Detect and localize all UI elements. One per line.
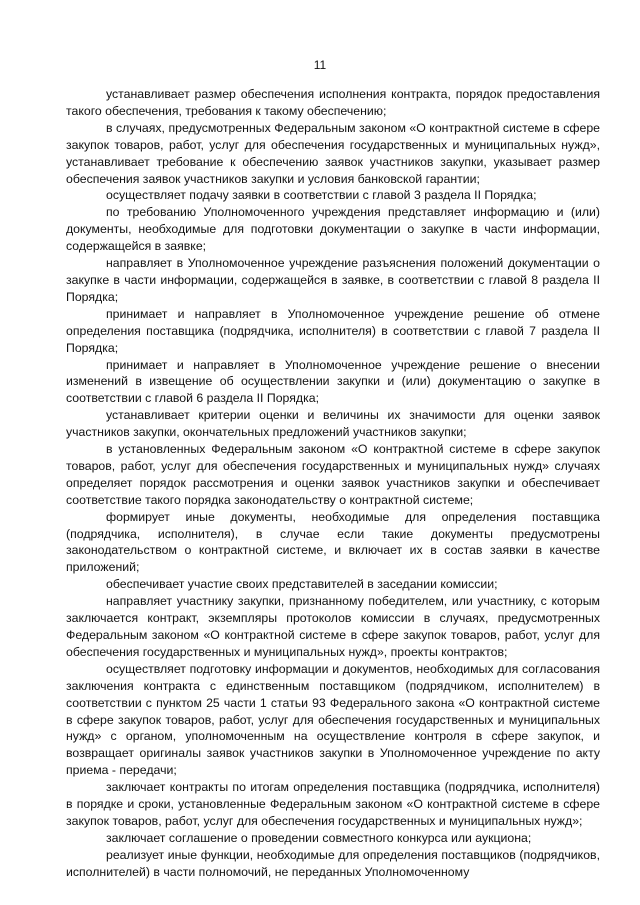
paragraph: обеспечивает участие своих представителей в заседании комиссии; xyxy=(106,577,498,592)
paragraph: реализует иные функции, необходимые для определения поставщиков (подрядчиков, исполнителей) в части полномочий, не переданных Уполномоченному xyxy=(66,847,600,879)
paragraph: направляет в Уполномоченное учреждение разъяснения положений документации о закупке в части информации, содержащейся в заявке, в соответствии с главой 8 раздела II Порядка; xyxy=(66,256,600,304)
paragraph: устанавливает размер обеспечения исполнения контракта, порядок предоставления такого обеспечения, требования к такому обеспечению; xyxy=(66,87,600,118)
paragraph: устанавливает критерии оценки и величины их значимости для оценки заявок участников закупки, окончательных предложений участников закупки; xyxy=(66,408,600,440)
paragraph: заключает соглашение о проведении совместного конкурса или аукциона; xyxy=(106,830,532,845)
paragraph: заключает контракты по итогам определения поставщика (подрядчика, исполнителя) в порядке и сроки, установленные Федеральным законом «О контрактной системе в сфере закупок товаров, работ, услуг для обеспечения государственных и муниципальных нужд»; xyxy=(66,780,600,828)
paragraph: в установленных Федеральным законом «О контрактной системе в сфере закупок товаров, работ, услуг для обеспечения государственных и муниципальных нужд» случаях определяет порядок рассмотрения и оценки заявок участников закупки и обеспечивает соответствие такого порядка законодательству о контрактной системе; xyxy=(66,442,600,507)
page-number: 11 xyxy=(313,58,327,72)
paragraph: формирует иные документы, необходимые для определения поставщика (подрядчика, исполнителя), в случае если такие документы предусмотрены законодательством о контрактной системе, и включает их в состав заявки в качестве приложений; xyxy=(66,509,600,575)
document-body xyxy=(66,86,600,881)
paragraph: принимает и направляет в Уполномоченное учреждение решение о внесении изменений в извещение об осуществлении закупки и (или) документацию о закупке в соответствии с главой 6 раздела II Порядка; xyxy=(66,357,600,406)
paragraph: осуществляет подачу заявки в соответствии с главой 3 раздела II Порядка; xyxy=(106,188,537,203)
paragraph: в случаях, предусмотренных Федеральным законом «О контрактной системе в сфере закупок товаров, работ, услуг для обеспечения государственных и муниципальных нужд», устанавливает требование к обеспечению заявок участников закупки, указывает размер обеспечения заявок участников закупки и условия банковской гарантии; xyxy=(66,120,600,186)
paragraph: по требованию Уполномоченного учреждения представляет информацию и (или) документы, необходимые для подготовки документации о закупке в части информации, содержащейся в заявке; xyxy=(66,205,600,254)
paragraph: осуществляет подготовку информации и документов, необходимых для согласования заключения контракта с единственным поставщиком (подрядчиком, исполнителем) в соответствии с пунктом 25 части 1 статьи 93 Федерального закона «О контрактной системе в сфере закупок товаров, работ, услуг для обеспечения государственных и муниципальных нужд» с органом, уполномоченным на осуществление контроля в сфере закупок, и возвращает оригиналы заявок участников закупки в Уполномоченное учреждение по акту приема - передачи; xyxy=(66,661,600,778)
paragraph: принимает и направляет в Уполномоченное учреждение решение об отмене определения поставщика (подрядчика, исполнителя) в соответствии с главой 7 раздела II Порядка; xyxy=(66,306,600,355)
paragraph: направляет участнику закупки, признанному победителем, или участнику, с которым заключается контракт, экземпляры протоколов комиссии в случаях, предусмотренных Федеральным законом «О контрактной системе в сфере закупок товаров, работ, услуг для обеспечения государственных и муниципальных нужд», проекты контрактов; xyxy=(66,594,600,659)
